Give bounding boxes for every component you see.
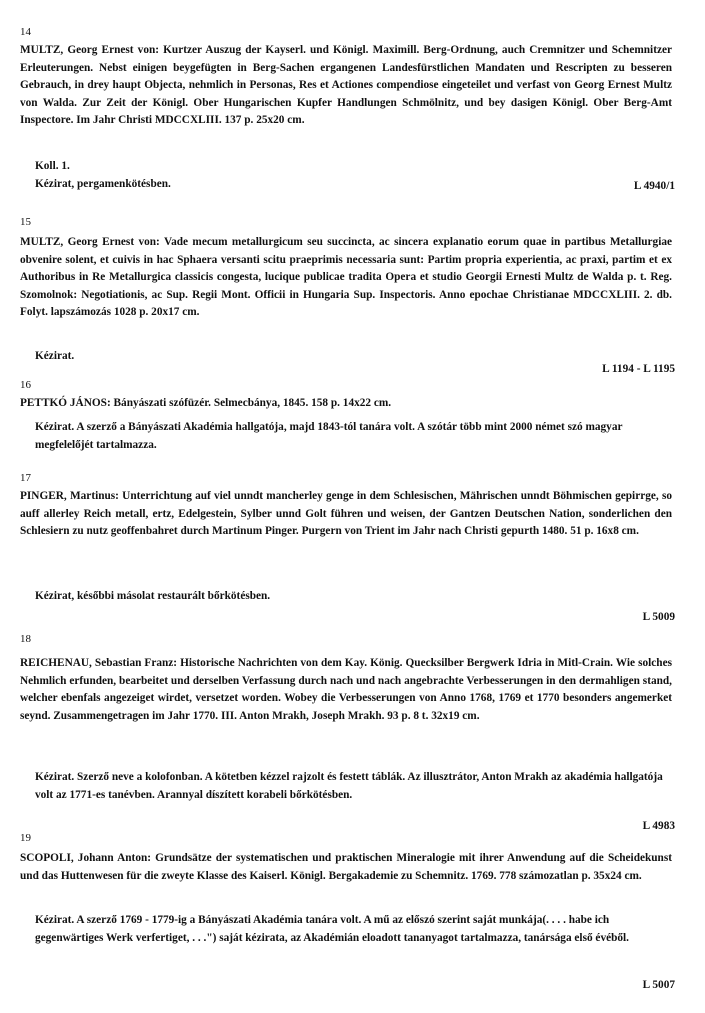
- entry-note: Kézirat, pergamenkötésben.: [35, 178, 171, 190]
- entry-note: Kézirat.: [35, 350, 75, 362]
- entry-number: 18: [20, 633, 31, 645]
- entry-note: Koll. 1.: [35, 160, 70, 172]
- call-number: L 5009: [642, 611, 675, 623]
- entry-description: MULTZ, Georg Ernest von: Kurtzer Auszug der Kayserl. und Königl. Maximill. Berg-Ordnung, auch Cremnitzer und Schemnitzer Erleuterungen. Nebst einigen beygefügten in Berg-Sachen ergangenen Landesfürstlichen Mandaten und Rescripten zu besseren Gebrauch, in drey haupt Objecta, nehmlich in Personas, Res et Actiones compendiose eingeteilet und verfast von Georg Ernest Multz von Walda. Zur Zeit der Königl. Ober Hungarischen Kupfer Handlungen Schmölnitz, und bey dasigen Königl. Ober Berg-Amt Inspectore. Im Jahr Christi MDCCXLIII. 137 p. 25x20 cm.: [20, 44, 672, 127]
- call-number: L 4940/1: [633, 180, 675, 192]
- entry-description: MULTZ, Georg Ernest von: Vade mecum metallurgicum seu succincta, ac sincera explanatio eorum quae in partibus Metallurgiae obvenire solent, et cuivis in hac Sphaera versanti scitu praeprimis necessaria sunt: Partim propria experientia, ac praxi, partim et ex Authoribus in Re Metallurgica classicis congesta, lucique publicae tradita Opera et studio Georgii Ernesti Multz de Walda p. t. Reg. Szomolnok: Negotiationis, ac Sup. Regii Mont. Officii in Hungaria Sup. Inspectoris. Anno epochae Christianae MDCCXLIII. 2. db. Folyt. lapszámozás 1028 p. 20x17 cm.: [20, 236, 672, 319]
- entry-description: PETTKÓ JÁNOS: Bányászati szófüzér. Selmecbánya, 1845. 158 p. 14x22 cm.: [20, 397, 392, 409]
- entry-note: Kézirat, későbbi másolat restaurált bőrkötésben.: [35, 590, 271, 602]
- entry-note: Kézirat. A szerző a Bányászati Akadémia hallgatója, majd 1843-tól tanára volt. A szótár több mint 2000 német szó magyar megfelelőjét tartalmazza.: [35, 421, 623, 451]
- call-number: L 4983: [642, 820, 675, 832]
- entry-number: 17: [20, 472, 31, 484]
- entry-description: REICHENAU, Sebastian Franz: Historische Nachrichten von dem Kay. König. Quecksilber Bergwerk Idria in Mitl-Crain. Wie solches Nehmlich erfunden, bearbeitet und derselben Verfassung durch nach und nach angebrachte Verbesserungen in den dermahligen stand, welcher ebenfals angezeiget wirdet, versetzet worden. Wobey die Verbesserungen von Anno 1768, 1769 et 1770 besonders angemerket seynd. Zusammengetragen im Jahr 1770. III. Anton Mrakh, Joseph Mrakh. 93 p. 8 t. 32x19 cm.: [20, 657, 672, 722]
- entry-number: 14: [20, 26, 31, 38]
- entry-number: 15: [20, 216, 31, 228]
- entry-note: Kézirat. Szerző neve a kolofonban. A kötetben kézzel rajzolt és festett táblák. Az illusztrátor, Anton Mrakh az akadémia hallgatója volt az 1771-es tanévben. Arannyal díszített korabeli bőrkötésben.: [35, 771, 663, 801]
- entry-number: 16: [20, 379, 31, 391]
- call-number: L 1194 - L 1195: [602, 363, 675, 375]
- entry-number: 19: [20, 832, 31, 844]
- call-number: L 5007: [642, 979, 675, 991]
- entry-note: Kézirat. A szerző 1769 - 1779-ig a Bányászati Akadémia tanára volt. A mű az előszó szerint saját munkája(. . . . habe ich gegenwärtiges Werk verfertiget, . . .") saját kézirata, az Akadémián eloadott tananyagot tartalmazza, tanársága első évéből.: [35, 914, 630, 944]
- entry-description: PINGER, Martinus: Unterrichtung auf viel unndt mancherley genge in dem Schlesischen, Mährischen unndt Böhmischen gepirrge, so auff allerley Reich metall, ertz, Edelgestein, Sylber unnd Golt führen und weisen, der Gantzen Deutschen Nation, sonderlichen den Schlesiern zu nutz geoffenbahret durch Martinum Pinger. Purgern von Trient im Jahr nach Christi gepurth 1480. 51 p. 16x8 cm.: [20, 490, 672, 538]
- entry-description: SCOPOLI, Johann Anton: Grundsätze der systematischen und praktischen Mineralogie mit ihrer Anwendung auf die Scheidekunst und das Huttenwesen für die zweyte Klasse des Kaiserl. Königl. Bergakademie zu Schemnitz. 1769. 778 számozatlan p. 35x24 cm.: [20, 852, 672, 882]
